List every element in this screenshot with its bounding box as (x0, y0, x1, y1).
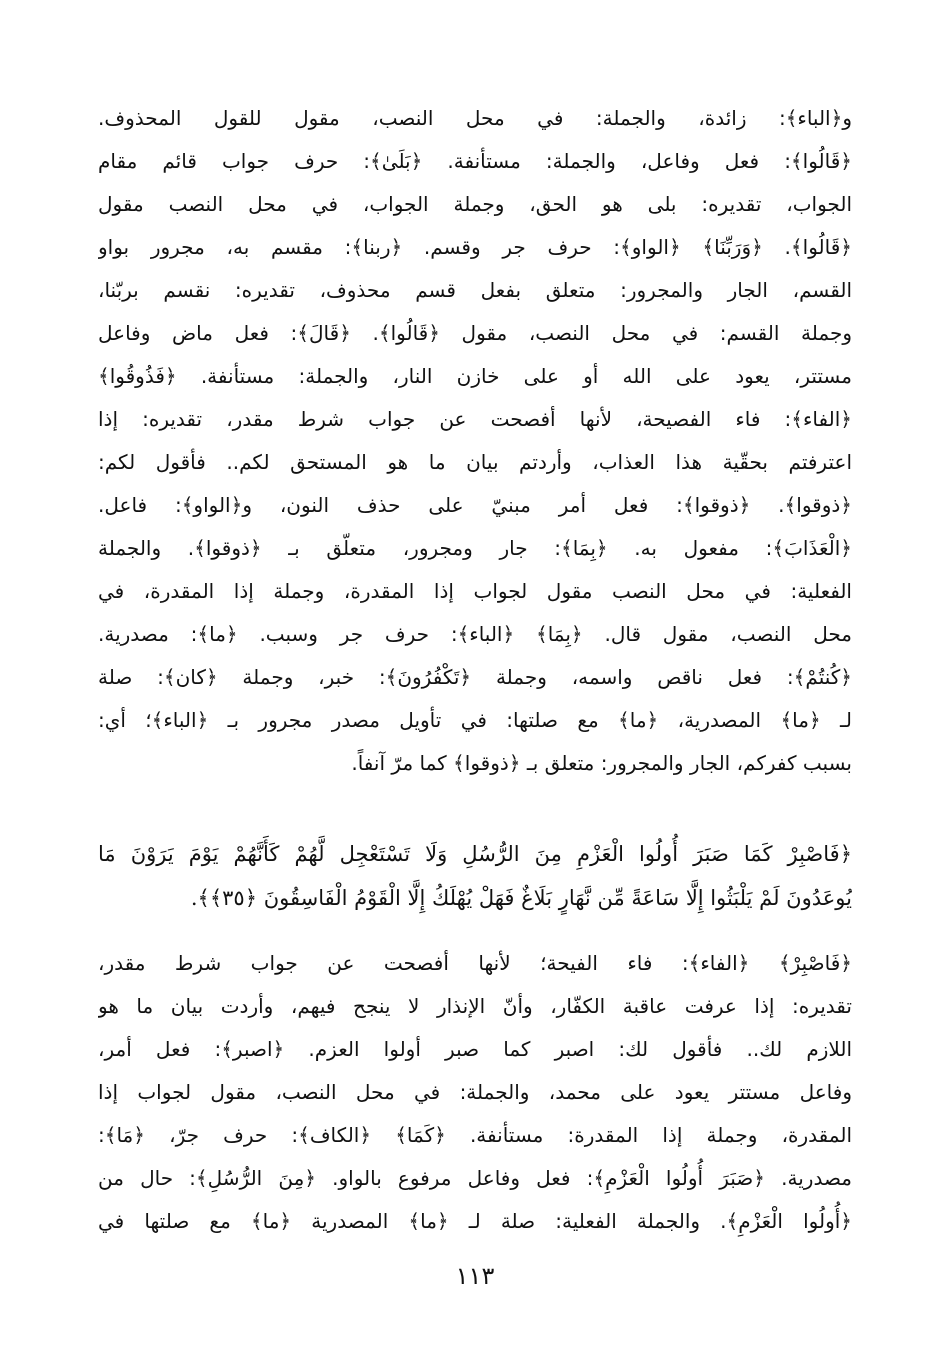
text-line: ﴿أُولُوا الْعَزْمِ﴾. والجملة الفعلية: صلة لـ ﴿ما﴾ المصدرية ﴿ما﴾ مع صلتها في (98, 1209, 852, 1233)
text-line: محل النصب، مقول قال. ﴿بِمَا﴾ ﴿الباء﴾: حرف جر وسبب. ﴿ما﴾: مصدرية. (98, 622, 852, 646)
commentary-section-1 (98, 97, 852, 785)
text-line: لـ ﴿ما﴾ المصدرية، ﴿ما﴾ مع صلتها: في تأويل مصدر مجرور بـ ﴿الباء﴾؛ أي: (98, 708, 852, 732)
text-line: و﴿الباء﴾: زائدة، والجملة: في محل النصب، مقول للقول المحذوف. (98, 106, 852, 130)
page-number: ١١٣ (455, 1262, 495, 1290)
quran-verse (98, 816, 852, 936)
text-line: الفعلية: في محل النصب مقول لجواب إذا المقدرة، وجملة إذا المقدرة، في (98, 579, 852, 603)
text-line: تقديره: إذا عرفت عاقبة الكفّار، وأنّ الإنذار لا ينجح فيهم، وأردت بيان ما هو (98, 994, 852, 1018)
text-line: ﴿ذوقوا﴾. ﴿ذوقوا﴾: فعل أمر مبنيّ على حذف النون، و﴿الواو﴾: فاعل. (98, 493, 852, 517)
text-line: ﴿الفاء﴾: فاء الفصيحة، لأنها أفصحت عن جواب شرط مقدر، تقديره: إذا (98, 407, 852, 431)
text-line: ﴿فَاصْبِرْ﴾ ﴿الفاء﴾: فاء الفيحة؛ لأنها أفصحت عن جواب شرط مقدر، (98, 951, 852, 975)
text-line: ﴿قَالُوا﴾: فعل وفاعل، والجملة: مستأنفة. ﴿بَلَىٰ﴾: حرف جواب قائم مقام (98, 149, 852, 173)
text-line: مصدرية. ﴿صَبَرَ أُولُوا الْعَزْمِ﴾: فعل وفاعل مرفوع بالواو. ﴿مِنَ الرُّسُلِ﴾: حال من (98, 1166, 852, 1190)
text-line: وفاعل مستتر يعود على محمد، والجملة: في محل النصب، مقول لجواب إذا (98, 1080, 852, 1104)
commentary-section-2 (98, 942, 852, 1243)
text-line: وجملة القسم: في محل النصب، مقول ﴿قَالُوا﴾. ﴿قَالَ﴾: فعل ماض وفاعل (98, 321, 852, 345)
commentary-paragraph (98, 942, 852, 1243)
text-line: ﴿كُنتُمْ﴾: فعل ناقص واسمه، وجملة ﴿تَكْفُرُونَ﴾: خبر، وجملة ﴿كان﴾: صلة (98, 665, 852, 689)
verse-paragraph (98, 832, 852, 920)
text-line: بسبب كفركم، الجار والمجرور: متعلق بـ ﴿ذوقوا﴾ كما مرّ آنفاً. (351, 751, 852, 775)
text-line: اللازم لك.. فأقول لك: اصبر كما صبر أولوا العزم. ﴿اصبر﴾: فعل أمر، (98, 1037, 852, 1061)
text-line: اعترفتم بحقّية هذا العذاب، وأردتم بيان ما هو المستحق لكم.. فأقول لكم: (98, 450, 852, 474)
text-line: مستتر، يعود على الله أو على خازن النار، والجملة: مستأنفة. ﴿فَذُوقُوا﴾ (98, 364, 852, 388)
verse-line: ﴿فَاصْبِرْ كَمَا صَبَرَ أُولُوا الْعَزْمِ مِنَ الرُّسُلِ وَلَا تَسْتَعْجِل لَّهُمْ كَأَنَّهُمْ يَوْمَ يَرَوْنَ مَا (98, 842, 852, 866)
text-line: ﴿الْعَذَابَ﴾: مفعول به. ﴿بِمَا﴾: جار ومجرور، متعلّق بـ ﴿ذوقوا﴾. والجملة (98, 536, 852, 560)
text-line: المقدرة، وجملة إذا المقدرة: مستأنفة. ﴿كَمَا﴾ ﴿الكاف﴾: حرف جرّ، ﴿مَا﴾: (98, 1123, 852, 1147)
verse-line: يُوعَدُونَ لَمْ يَلْبَثُوا إِلَّا سَاعَةً مِّن نَّهَارٍ بَلَاغٌ فَهَلْ يُهْلَكُ إِلَّا الْقَوْمُ الْفَاسِقُونَ ﴿٣٥﴾﴾. (190, 886, 852, 910)
text-line: الجواب، تقديره: بلى هو الحق، وجملة الجواب، في محل النصب مقول (98, 192, 852, 216)
text-line: ﴿قَالُوا﴾. ﴿وَرَبِّنَا﴾ ﴿الواو﴾: حرف جر وقسم. ﴿ربنا﴾: مقسم به، مجرور بواو (98, 235, 852, 259)
commentary-paragraph (98, 97, 852, 785)
text-line: القسم، الجار والمجرور: متعلق بفعل قسم محذوف، تقديره: نقسم بربّنا، (98, 278, 852, 302)
